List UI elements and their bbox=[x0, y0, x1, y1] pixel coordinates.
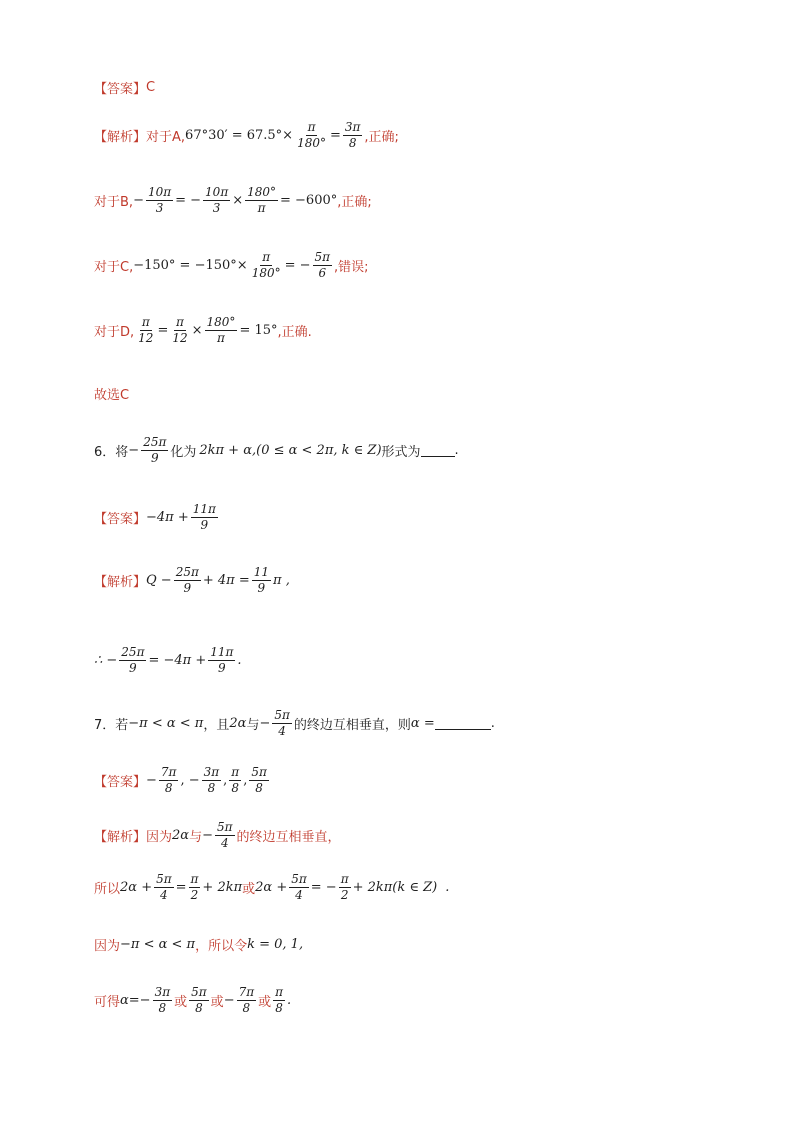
expr: 2α + bbox=[255, 880, 288, 895]
answer-tag: 【答案】 bbox=[94, 512, 147, 527]
text: ，且 bbox=[203, 718, 230, 733]
separator: , bbox=[223, 773, 228, 788]
expr: ∴ − bbox=[94, 653, 118, 668]
equals: = − bbox=[284, 258, 311, 273]
analysis-tag: 【解析】 bbox=[94, 575, 147, 590]
fraction: $\frac{\pi}{8}$ bbox=[275, 985, 284, 1015]
label-b: 对于B, bbox=[94, 195, 134, 210]
text-or: 或 bbox=[174, 995, 188, 1010]
q7-analysis-3 bbox=[94, 935, 303, 954]
fraction: $\frac{\pi}{180^\circ}$ bbox=[251, 250, 281, 280]
fraction: $\frac{180^\circ}{\pi}$ bbox=[206, 315, 236, 345]
result: ,正确; bbox=[364, 130, 399, 145]
fraction: $\frac{\pi}{8}$ bbox=[231, 765, 240, 795]
text: 与 bbox=[189, 830, 203, 845]
text: 形式为 bbox=[381, 445, 421, 460]
fraction: $\frac{11\pi}{9}$ bbox=[210, 645, 234, 675]
q7-analysis-4 bbox=[94, 985, 291, 1016]
fraction: $\frac{5\pi}{4}$ bbox=[217, 820, 233, 850]
fraction: $\frac{5\pi}{4}$ bbox=[156, 872, 172, 902]
text-or: 或 bbox=[210, 995, 224, 1010]
q6-analysis-1 bbox=[94, 565, 290, 596]
fraction: $\frac{25\pi}{9}$ bbox=[121, 645, 145, 675]
q7-answer-line bbox=[94, 765, 271, 796]
text-or: 或 bbox=[242, 882, 256, 897]
minus: − bbox=[259, 716, 271, 731]
label-c: 对于C, bbox=[94, 260, 134, 275]
equals-result: = −600° bbox=[280, 193, 338, 208]
expr: + 2kπ bbox=[202, 880, 243, 895]
fraction: $\frac{7\pi}{8}$ bbox=[160, 765, 177, 795]
period: . bbox=[490, 716, 495, 731]
expr: α = bbox=[410, 716, 435, 731]
separator: , − bbox=[180, 773, 200, 788]
minus: − bbox=[146, 773, 157, 788]
text: ，所以令 bbox=[195, 939, 248, 954]
expr: 67°30′ = 67.5°× bbox=[185, 128, 294, 143]
text-or: 或 bbox=[258, 995, 272, 1010]
expr: + 2kπ(k ∈ Z) bbox=[352, 880, 438, 895]
condition: (0 ≤ α < 2π, k ∈ Z) bbox=[256, 443, 382, 458]
q6-question bbox=[94, 435, 459, 466]
period: . bbox=[287, 993, 292, 1008]
text: 因为 bbox=[146, 830, 173, 845]
expr: −150° = −150°× bbox=[133, 258, 248, 273]
answer-tag: 【答案】 bbox=[94, 82, 147, 97]
q7-question bbox=[94, 708, 495, 739]
equals: = − bbox=[175, 193, 202, 208]
expr: 2α bbox=[172, 828, 190, 843]
q6-analysis-2 bbox=[94, 645, 242, 676]
times: × bbox=[232, 193, 244, 208]
equals: = bbox=[157, 323, 169, 338]
expr: = −4π + bbox=[148, 653, 207, 668]
fraction: $\frac{3\pi}{8}$ bbox=[344, 120, 361, 150]
fraction: $\frac{11\pi}{9}$ bbox=[192, 502, 216, 532]
fraction: $\frac{5\pi}{8}$ bbox=[191, 985, 207, 1015]
label-a: 对于A, bbox=[146, 130, 186, 145]
minus: − bbox=[133, 193, 144, 208]
fraction: $\frac{10\pi}{3}$ bbox=[147, 185, 172, 215]
result: ,正确. bbox=[277, 325, 312, 340]
result: ,正确; bbox=[337, 195, 372, 210]
answer-expr: −4π + bbox=[146, 510, 189, 525]
text: 所以 bbox=[94, 882, 121, 897]
minus: − bbox=[128, 443, 140, 458]
text: 化为 bbox=[170, 445, 197, 460]
conclusion-text: 故选C bbox=[94, 388, 130, 403]
text: 与 bbox=[246, 718, 260, 733]
question-number: 7．若 bbox=[94, 718, 129, 733]
fraction: $\frac{25\pi}{9}$ bbox=[143, 435, 167, 465]
minus: − bbox=[202, 828, 214, 843]
fraction: $\frac{25\pi}{9}$ bbox=[175, 565, 199, 595]
expr: 2α + bbox=[120, 880, 153, 895]
fraction: $\frac{\pi}{12}$ bbox=[138, 315, 154, 345]
fraction: $\frac{5\pi}{6}$ bbox=[314, 250, 331, 280]
expr: π , bbox=[273, 573, 290, 588]
text: 可得 bbox=[94, 995, 121, 1010]
q5-answer-line bbox=[94, 78, 155, 97]
expr: + 4π = bbox=[202, 573, 250, 588]
expr: = − bbox=[310, 880, 337, 895]
answer-text: C bbox=[146, 80, 156, 95]
label-d: 对于D, bbox=[94, 325, 135, 340]
q6-answer-line bbox=[94, 502, 220, 533]
expr: 2kπ + α, bbox=[199, 443, 257, 458]
result: ,错误; bbox=[334, 260, 369, 275]
q7-analysis-1 bbox=[94, 820, 341, 851]
fraction: $\frac{5\pi}{4}$ bbox=[291, 872, 307, 902]
equals: = bbox=[329, 128, 341, 143]
period: . bbox=[445, 880, 450, 895]
fraction: $\frac{11}{9}$ bbox=[253, 565, 270, 595]
expr: 2α bbox=[229, 716, 247, 731]
analysis-tag: 【解析】 bbox=[94, 130, 147, 145]
analysis-tag: 【解析】 bbox=[94, 830, 147, 845]
fraction: $\frac{7\pi}{8}$ bbox=[238, 985, 255, 1015]
condition: −π < α < π bbox=[128, 716, 204, 731]
expr: = bbox=[175, 880, 187, 895]
expr: Q − bbox=[146, 573, 172, 588]
q5-analysis-b bbox=[94, 185, 372, 216]
q5-analysis-d bbox=[94, 315, 312, 346]
question-number: 6．将 bbox=[94, 445, 129, 460]
fraction: $\frac{\pi}{2}$ bbox=[190, 872, 199, 902]
period: . bbox=[454, 443, 459, 458]
expr: α=− bbox=[120, 993, 151, 1008]
fraction: $\frac{3\pi}{8}$ bbox=[154, 985, 171, 1015]
q5-analysis-a bbox=[94, 120, 399, 151]
fraction: $\frac{5\pi}{8}$ bbox=[251, 765, 267, 795]
fraction: $\frac{3\pi}{8}$ bbox=[203, 765, 220, 795]
answer-tag: 【答案】 bbox=[94, 775, 147, 790]
answer-blank bbox=[421, 444, 455, 457]
fraction: $\frac{5\pi}{4}$ bbox=[274, 708, 290, 738]
fraction: $\frac{\pi}{2}$ bbox=[340, 872, 349, 902]
fraction: $\frac{\pi}{180^\circ}$ bbox=[297, 120, 326, 150]
minus: − bbox=[223, 993, 235, 1008]
text: 因为 bbox=[94, 939, 121, 954]
separator: , bbox=[243, 773, 248, 788]
expr: k = 0, 1, bbox=[247, 937, 304, 952]
fraction: $\frac{\pi}{12}$ bbox=[172, 315, 188, 345]
q5-conclusion bbox=[94, 384, 129, 403]
expr: . bbox=[237, 653, 242, 668]
text: 的终边互相垂直，则 bbox=[293, 718, 411, 733]
q7-analysis-2 bbox=[94, 872, 449, 903]
fraction: $\frac{10\pi}{3}$ bbox=[205, 185, 229, 215]
answer-blank bbox=[435, 717, 491, 730]
times: × bbox=[191, 323, 203, 338]
text: 的终边互相垂直， bbox=[236, 830, 341, 845]
equals-result: = 15° bbox=[239, 323, 278, 338]
q5-analysis-c bbox=[94, 250, 369, 281]
condition: −π < α < π bbox=[120, 937, 196, 952]
fraction: $\frac{180^\circ}{\pi}$ bbox=[247, 185, 277, 215]
